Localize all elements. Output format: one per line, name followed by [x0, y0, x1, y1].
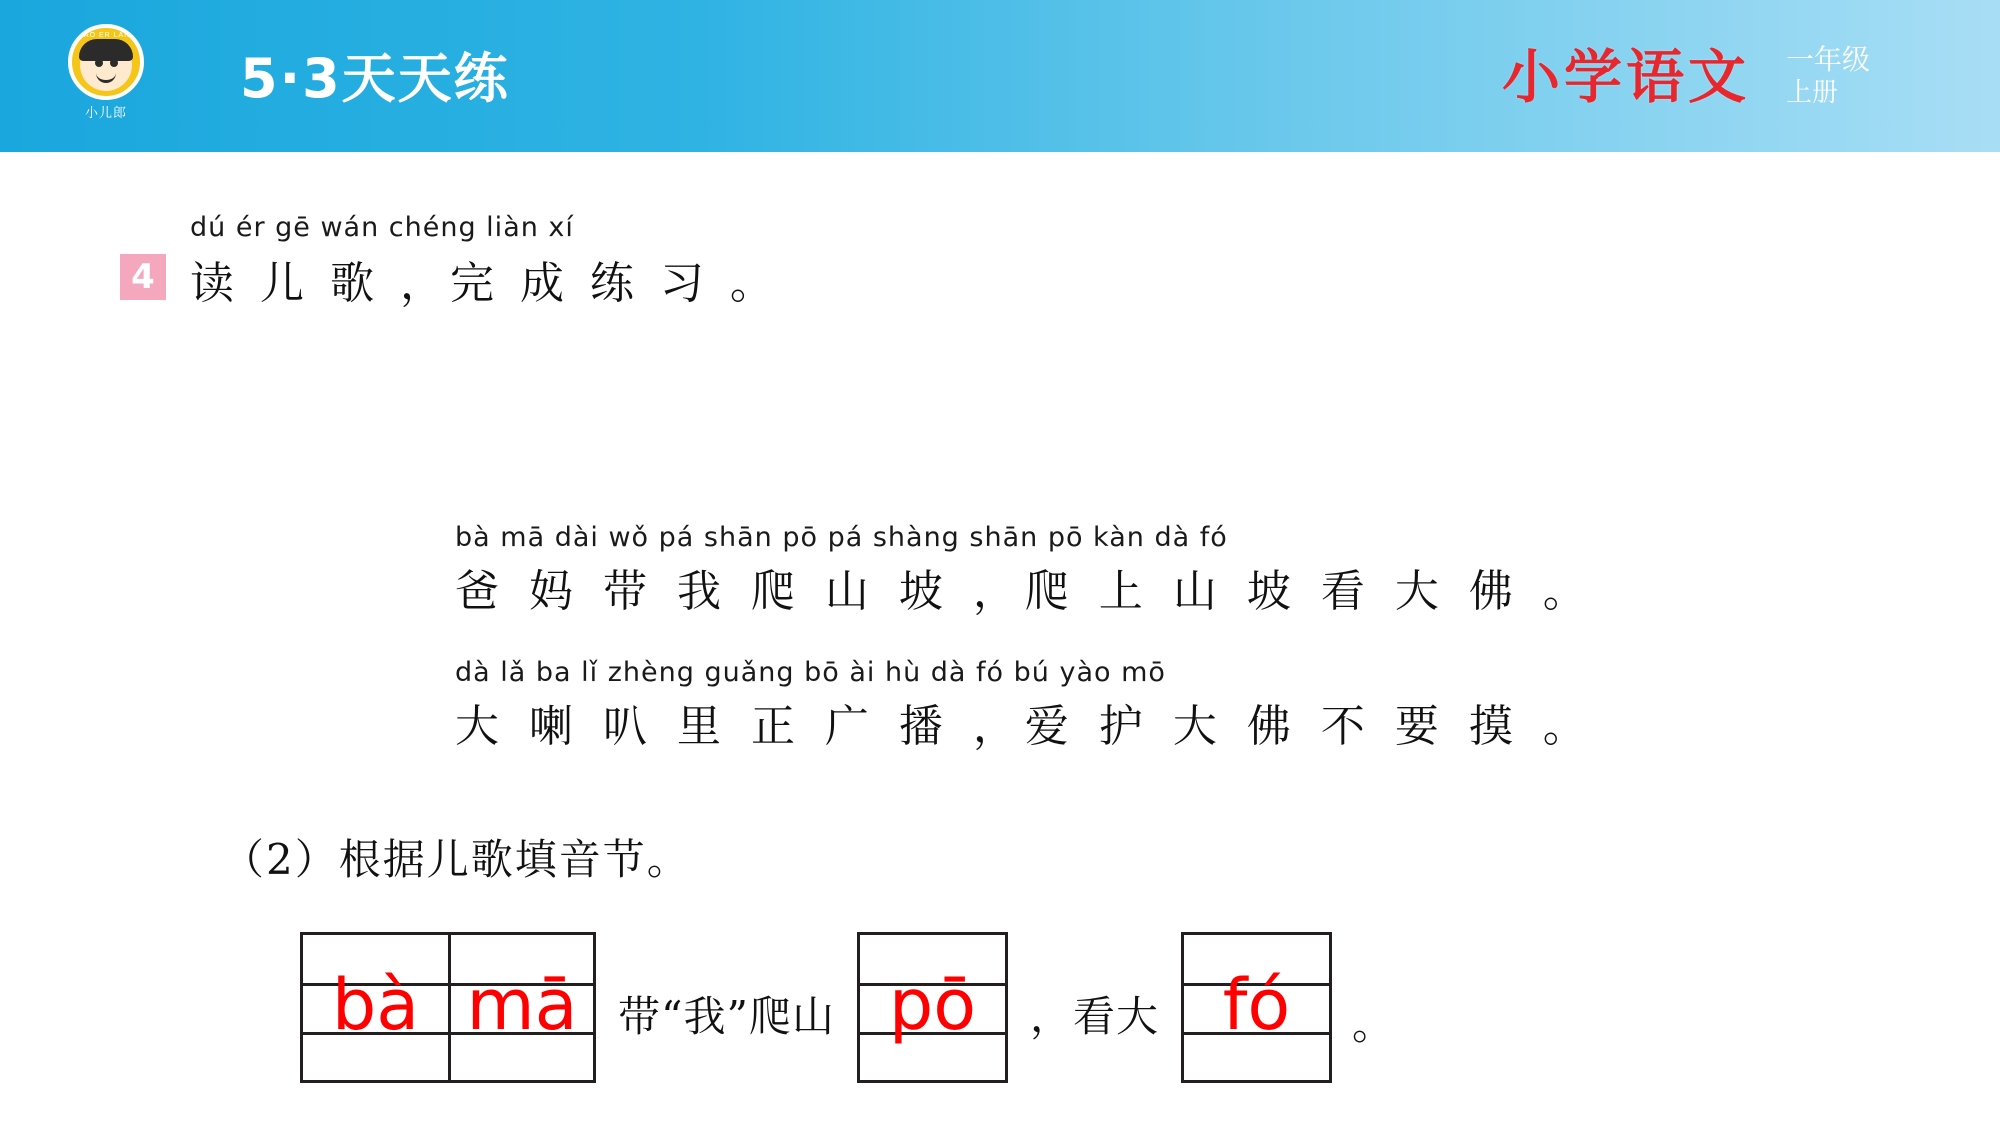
answer-cell[interactable]	[1184, 935, 1329, 1080]
song-text	[455, 522, 1595, 792]
question-prompt-pinyin: dú ér gē wán chéng liàn xí	[190, 212, 574, 243]
song-line-1-hanzi: 爸 妈 带 我 爬 山 坡 ，爬 上 山 坡 看 大 佛 。	[455, 566, 1595, 617]
answer-row	[300, 932, 1394, 1083]
answer-box-3[interactable]	[1181, 932, 1332, 1083]
page-header	[0, 0, 2000, 152]
answer-cell[interactable]	[448, 935, 593, 1080]
answer-cell[interactable]	[303, 935, 448, 1080]
subject-title: 小学语文	[1501, 43, 1750, 111]
worksheet-body	[0, 152, 2000, 1125]
song-line-2-pinyin: dà lǎ ba lǐ zhèng guǎng bō ài hù dà fó bú yào mō	[455, 657, 1166, 688]
answer-cell-text: fó	[1222, 963, 1291, 1046]
song-line-2	[455, 657, 1595, 754]
song-line-1-pinyin: bà mā dài wǒ pá shān pō pá shàng shān pō kàn dà fó	[455, 522, 1228, 553]
logo-hair-shape	[79, 39, 133, 61]
logo-arc-text: XIAO ER LANG	[75, 32, 137, 39]
answer-box-2[interactable]	[857, 932, 1008, 1083]
answer-box-1[interactable]	[300, 932, 596, 1083]
logo-circle-icon	[68, 24, 144, 100]
question-number-badge: 4	[120, 254, 166, 300]
question-prompt	[190, 212, 780, 311]
grade-label	[1786, 42, 1870, 110]
logo-caption: 小儿郎	[84, 105, 127, 120]
answer-tail-punctuation: 。	[1351, 999, 1394, 1049]
answer-gap-text-2: ，看大	[1029, 991, 1159, 1041]
answer-cell-text: pō	[888, 963, 977, 1046]
answer-cell[interactable]	[860, 935, 1005, 1080]
question-prompt-hanzi: 读 儿 歌 ，完 成 练 习 。	[190, 258, 780, 309]
grade-line-2: 上册	[1785, 78, 1838, 108]
sub-question-label: （2）根据儿歌填音节。	[222, 835, 691, 884]
answer-gap-text-1: 带“我”爬山	[618, 991, 835, 1041]
grade-line-1: 一年级	[1785, 43, 1870, 76]
answer-cell-text: bà	[331, 963, 420, 1046]
answer-cell-text: mā	[466, 963, 578, 1046]
song-line-1	[455, 522, 1595, 619]
publisher-logo	[60, 24, 152, 124]
song-line-2-hanzi: 大 喇 叭 里 正 广 播 ，爱 护 大 佛 不 要 摸 。	[455, 701, 1595, 752]
brand-title: 5·3天天练	[240, 47, 510, 110]
